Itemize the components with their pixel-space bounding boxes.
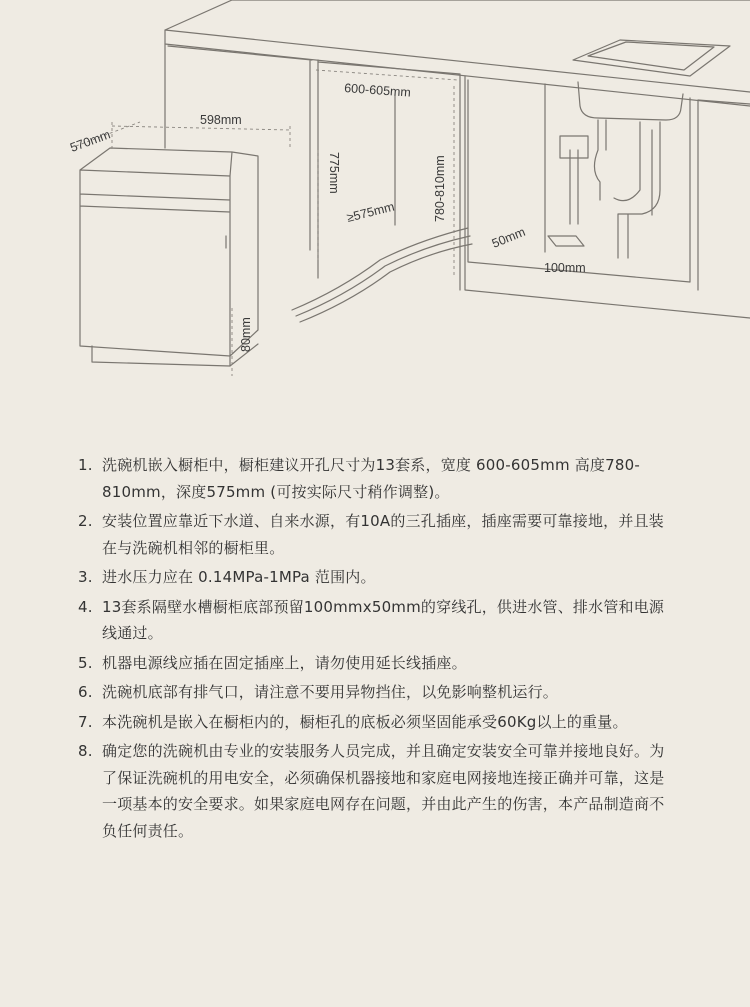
sink-bowl [578, 82, 683, 120]
instruction-number: 2. [78, 512, 93, 530]
instruction-number: 5. [78, 653, 93, 672]
instruction-text: 机器电源线应插在固定插座上，请勿使用延长线插座。 [102, 653, 467, 672]
dim-opening-width: 600-605mm [343, 81, 412, 100]
instruction-number: 7. [78, 712, 93, 731]
dim-width: 598mm [200, 113, 242, 127]
instruction-text: 13套系隔壁水槽橱柜底部预留100mmx50mm的穿线孔，供进水管、排水管和电源线通过。 [102, 597, 665, 642]
instruction-text: 安装位置应靠近下水道、自来水源，有10A的三孔插座，插座需要可靠接地，并且装在与洗碗机相邻的橱柜里。 [102, 512, 664, 557]
hole [548, 236, 584, 246]
dim-height: 775mm [327, 152, 341, 194]
hoses [292, 228, 472, 322]
dishwasher-base [92, 344, 258, 366]
instruction-item [78, 738, 678, 844]
instruction-text: 本洗碗机是嵌入在橱柜内的，橱柜孔的底板必须坚固能承受60Kg以上的重量。 [102, 712, 628, 731]
instruction-number: 3. [78, 568, 93, 586]
dim-depth: 570mm [68, 127, 113, 155]
dim-base: 80mm [239, 317, 253, 352]
dim-hole-w: 100mm [544, 261, 586, 275]
installation-drawing [0, 0, 750, 420]
instruction-text: 进水压力应在 0.14MPa-1MPa 范围内。 [102, 568, 376, 586]
instruction-item [78, 650, 678, 677]
instruction-item [78, 679, 678, 706]
pipes [560, 120, 660, 258]
instruction-number: 8. [78, 742, 93, 760]
countertop [165, 0, 750, 106]
instruction-number: 6. [78, 683, 93, 701]
dim-hole-h: 50mm [489, 224, 528, 251]
instruction-text: 洗碗机底部有排气口，请注意不要用异物挡住，以免影响整机运行。 [102, 683, 559, 701]
instruction-text: 确定您的洗碗机由专业的安装服务人员完成，并且确定安装安全可靠并接地良好。为了保证洗碗机的用电安全，必须确保机器接地和家庭电网接地连接正确并可靠，这是一项基本的安全要求。如果家庭电网存在问题，并由此产生的伤害，本产品制造商不负任何责任。 [102, 742, 665, 840]
dim-opening-depth: ≥575mm [345, 199, 396, 225]
left-cabinet [165, 44, 318, 278]
instruction-text: 洗碗机嵌入橱柜中，橱柜建议开孔尺寸为13套系，宽度 600-605mm 高度780-810mm，深度575mm (可按实际尺寸稍作调整)。 [102, 456, 640, 501]
instruction-list [78, 452, 678, 847]
instruction-item [78, 594, 678, 647]
instruction-number: 4. [78, 597, 93, 616]
installation-diagram [0, 0, 750, 420]
sink-basin [573, 40, 730, 76]
instruction-number: 1. [78, 456, 93, 474]
instruction-item [78, 452, 678, 505]
instruction-item [78, 709, 678, 736]
dim-opening-height: 780-810mm [433, 155, 447, 222]
sink-cabinet [465, 76, 750, 318]
dishwasher [80, 148, 258, 356]
instruction-item [78, 508, 678, 561]
instruction-item [78, 564, 678, 591]
